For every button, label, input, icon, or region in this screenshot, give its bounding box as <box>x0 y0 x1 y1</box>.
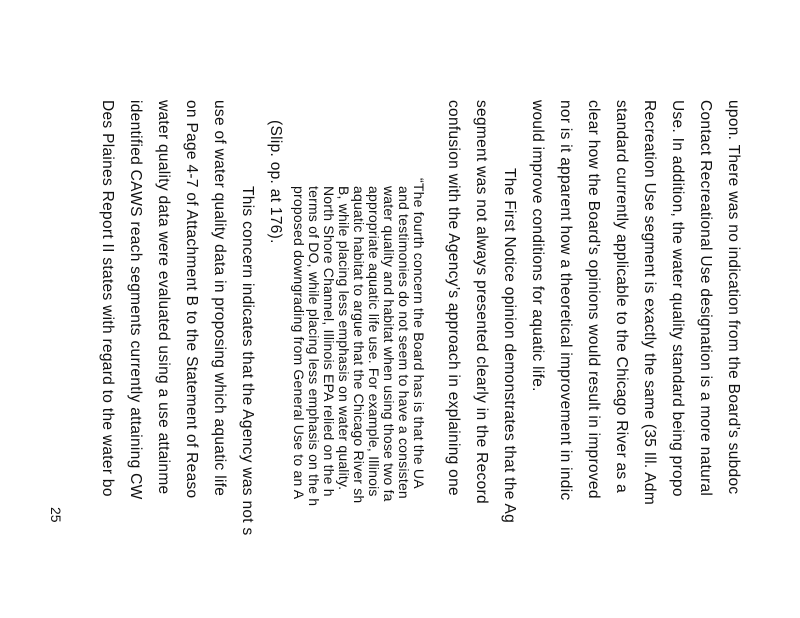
quote-line-7: North Shore Channel, Illinois EPA relied on the h <box>321 186 337 497</box>
citation-line: (Slip. op. at 176). <box>267 120 284 244</box>
quote-line-2: and testimonies do not seem to have a consisten <box>396 186 412 499</box>
quote-line-1: “The fourth concern the Board has is that the UA <box>411 178 427 489</box>
page-number: 25 <box>48 507 64 523</box>
body-line-6: clear how the Board’s opinions would result in improved <box>585 100 602 499</box>
quote-line-4: appropriate aquatic life use. For example, Illinois <box>366 186 382 497</box>
body-line-15: water quality data were evaluated using a use attainme <box>155 100 172 495</box>
body-line-1: upon. There was no indication from the Board’s subdoc <box>725 100 742 495</box>
quote-line-6: B, while placing less emphasis on water quality. <box>336 186 352 491</box>
body-line-7: nor is it apparent how a theoretical improvement in indic <box>557 100 574 501</box>
body-line-11: confusion with the Agency’s approach in explaining one <box>445 100 462 496</box>
body-line-2: Contact Recreational Use designation is a more natural <box>697 100 714 497</box>
body-line-5: standard currently applicable to the Chicago River as a <box>613 100 630 494</box>
body-line-10: segment was not always presented clearly in the Record <box>473 100 490 504</box>
body-line-12: This concern indicates that the Agency was not s <box>239 186 256 536</box>
quote-line-5: aquatic habitat to argue that the Chicago River sh <box>351 186 367 504</box>
body-line-8: would improve conditions for aquatic life. <box>529 100 546 392</box>
body-line-17: Des Plaines Report II states with regard to the water bo <box>99 100 116 497</box>
quote-line-9: proposed downgrading from General Use to an A <box>291 186 307 500</box>
body-line-9: The First Notice opinion demonstrates that the Ag <box>501 168 518 524</box>
body-line-13: use of water quality data in proposing which aquatic life <box>211 100 228 497</box>
body-line-3: Use. In addition, the water quality standard being propo <box>669 100 686 497</box>
body-line-4: Recreation Use segment is exactly the same (35 Ill. Adm <box>641 100 658 506</box>
quote-line-3: water quality and habitat when using those two fa <box>381 186 397 502</box>
body-line-14: on Page 4-7 of Attachment B to the Statement of Reaso <box>183 100 200 499</box>
body-line-16: identified CAWS reach segments currently attaining CW <box>127 100 144 500</box>
quote-line-8: terms of DO, while placing less emphasis on the h <box>306 186 322 507</box>
